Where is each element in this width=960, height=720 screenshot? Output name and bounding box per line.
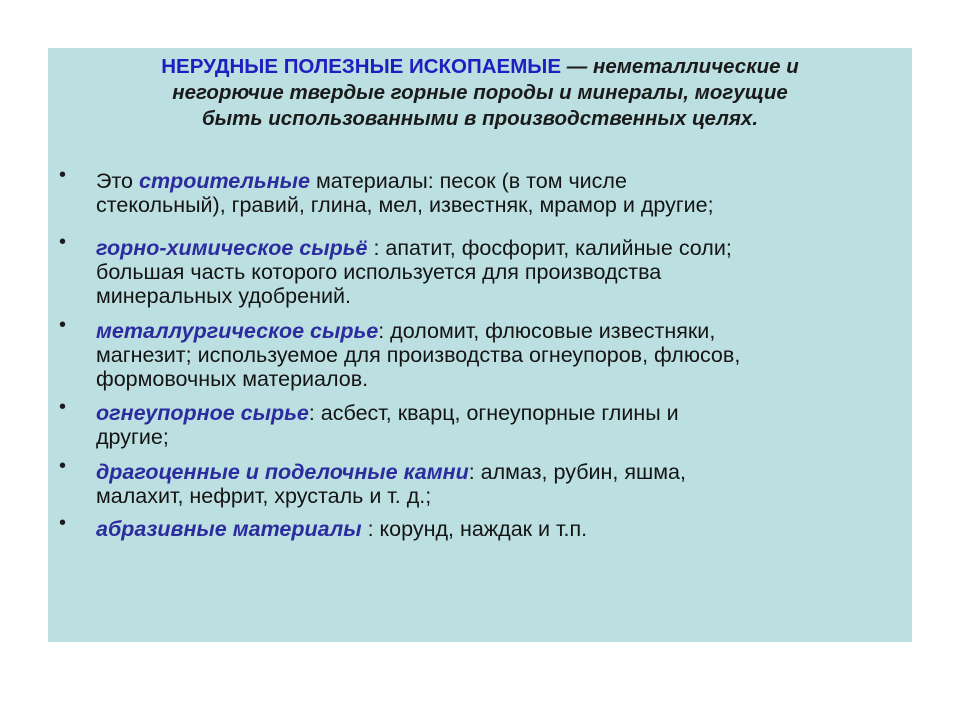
- item-line-1: : алмаз, рубин, яшма,: [468, 460, 686, 484]
- item-line-3: минеральных удобрений.: [96, 284, 351, 308]
- bullet-icon: •: [59, 455, 67, 477]
- item-line-2: стекольный), гравий, глина, мел, известняк, мрамор и другие;: [96, 193, 714, 217]
- list-item-text: [96, 517, 901, 541]
- item-keyword: строительные: [139, 169, 310, 193]
- item-keyword: абразивные материалы: [96, 517, 362, 541]
- heading-definition-line-2: негорючие твердые горные породы и минералы, могущие: [172, 81, 788, 104]
- item-line-1: : доломит, флюсовые известняки,: [378, 319, 716, 343]
- item-line-3: формовочных материалов.: [96, 367, 369, 391]
- content-panel: [48, 48, 912, 642]
- bullet-icon: •: [59, 396, 67, 418]
- item-line-1: : асбест, кварц, огнеупорные глины и: [308, 401, 679, 425]
- list-item-text: [96, 319, 901, 391]
- item-line-2: большая часть которого используется для производства: [96, 260, 662, 284]
- item-line-2: малахит, нефрит, хрусталь и т. д.;: [96, 484, 432, 508]
- list-item-text: [96, 401, 901, 449]
- item-line-2: магнезит; используемое для производства огнеупоров, флюсов,: [96, 343, 741, 367]
- heading-term: НЕРУДНЫЕ ПОЛЕЗНЫЕ ИСКОПАЕМЫЕ: [161, 55, 562, 78]
- item-keyword: драгоценные и поделочные камни: [96, 460, 469, 484]
- item-line-1: материалы: песок (в том числе: [309, 169, 627, 193]
- item-keyword: металлургическое сырье: [96, 319, 379, 343]
- item-line-1: : апатит, фосфорит, калийные соли;: [367, 236, 732, 260]
- item-line-2: другие;: [96, 425, 169, 449]
- bullet-icon: •: [59, 231, 67, 253]
- item-keyword: горно-химическое сырьё: [96, 236, 368, 260]
- bullet-icon: •: [59, 512, 67, 534]
- item-line-1: : корунд, наждак и т.п.: [361, 517, 588, 541]
- heading-definition-line-1: неметаллические и: [592, 55, 799, 78]
- list-item-text: [96, 169, 901, 217]
- item-keyword: огнеупорное сырье: [96, 401, 309, 425]
- bullet-icon: •: [59, 164, 67, 186]
- heading-dash: —: [561, 55, 593, 78]
- heading-definition-line-3: быть использованными в производственных целях.: [201, 107, 759, 130]
- slide-heading: [48, 54, 912, 132]
- bullet-icon: •: [59, 314, 67, 336]
- list-item-text: [96, 236, 901, 308]
- item-prefix: Это: [96, 169, 139, 193]
- list-item-text: [96, 460, 901, 508]
- heading-line-1: [48, 54, 912, 80]
